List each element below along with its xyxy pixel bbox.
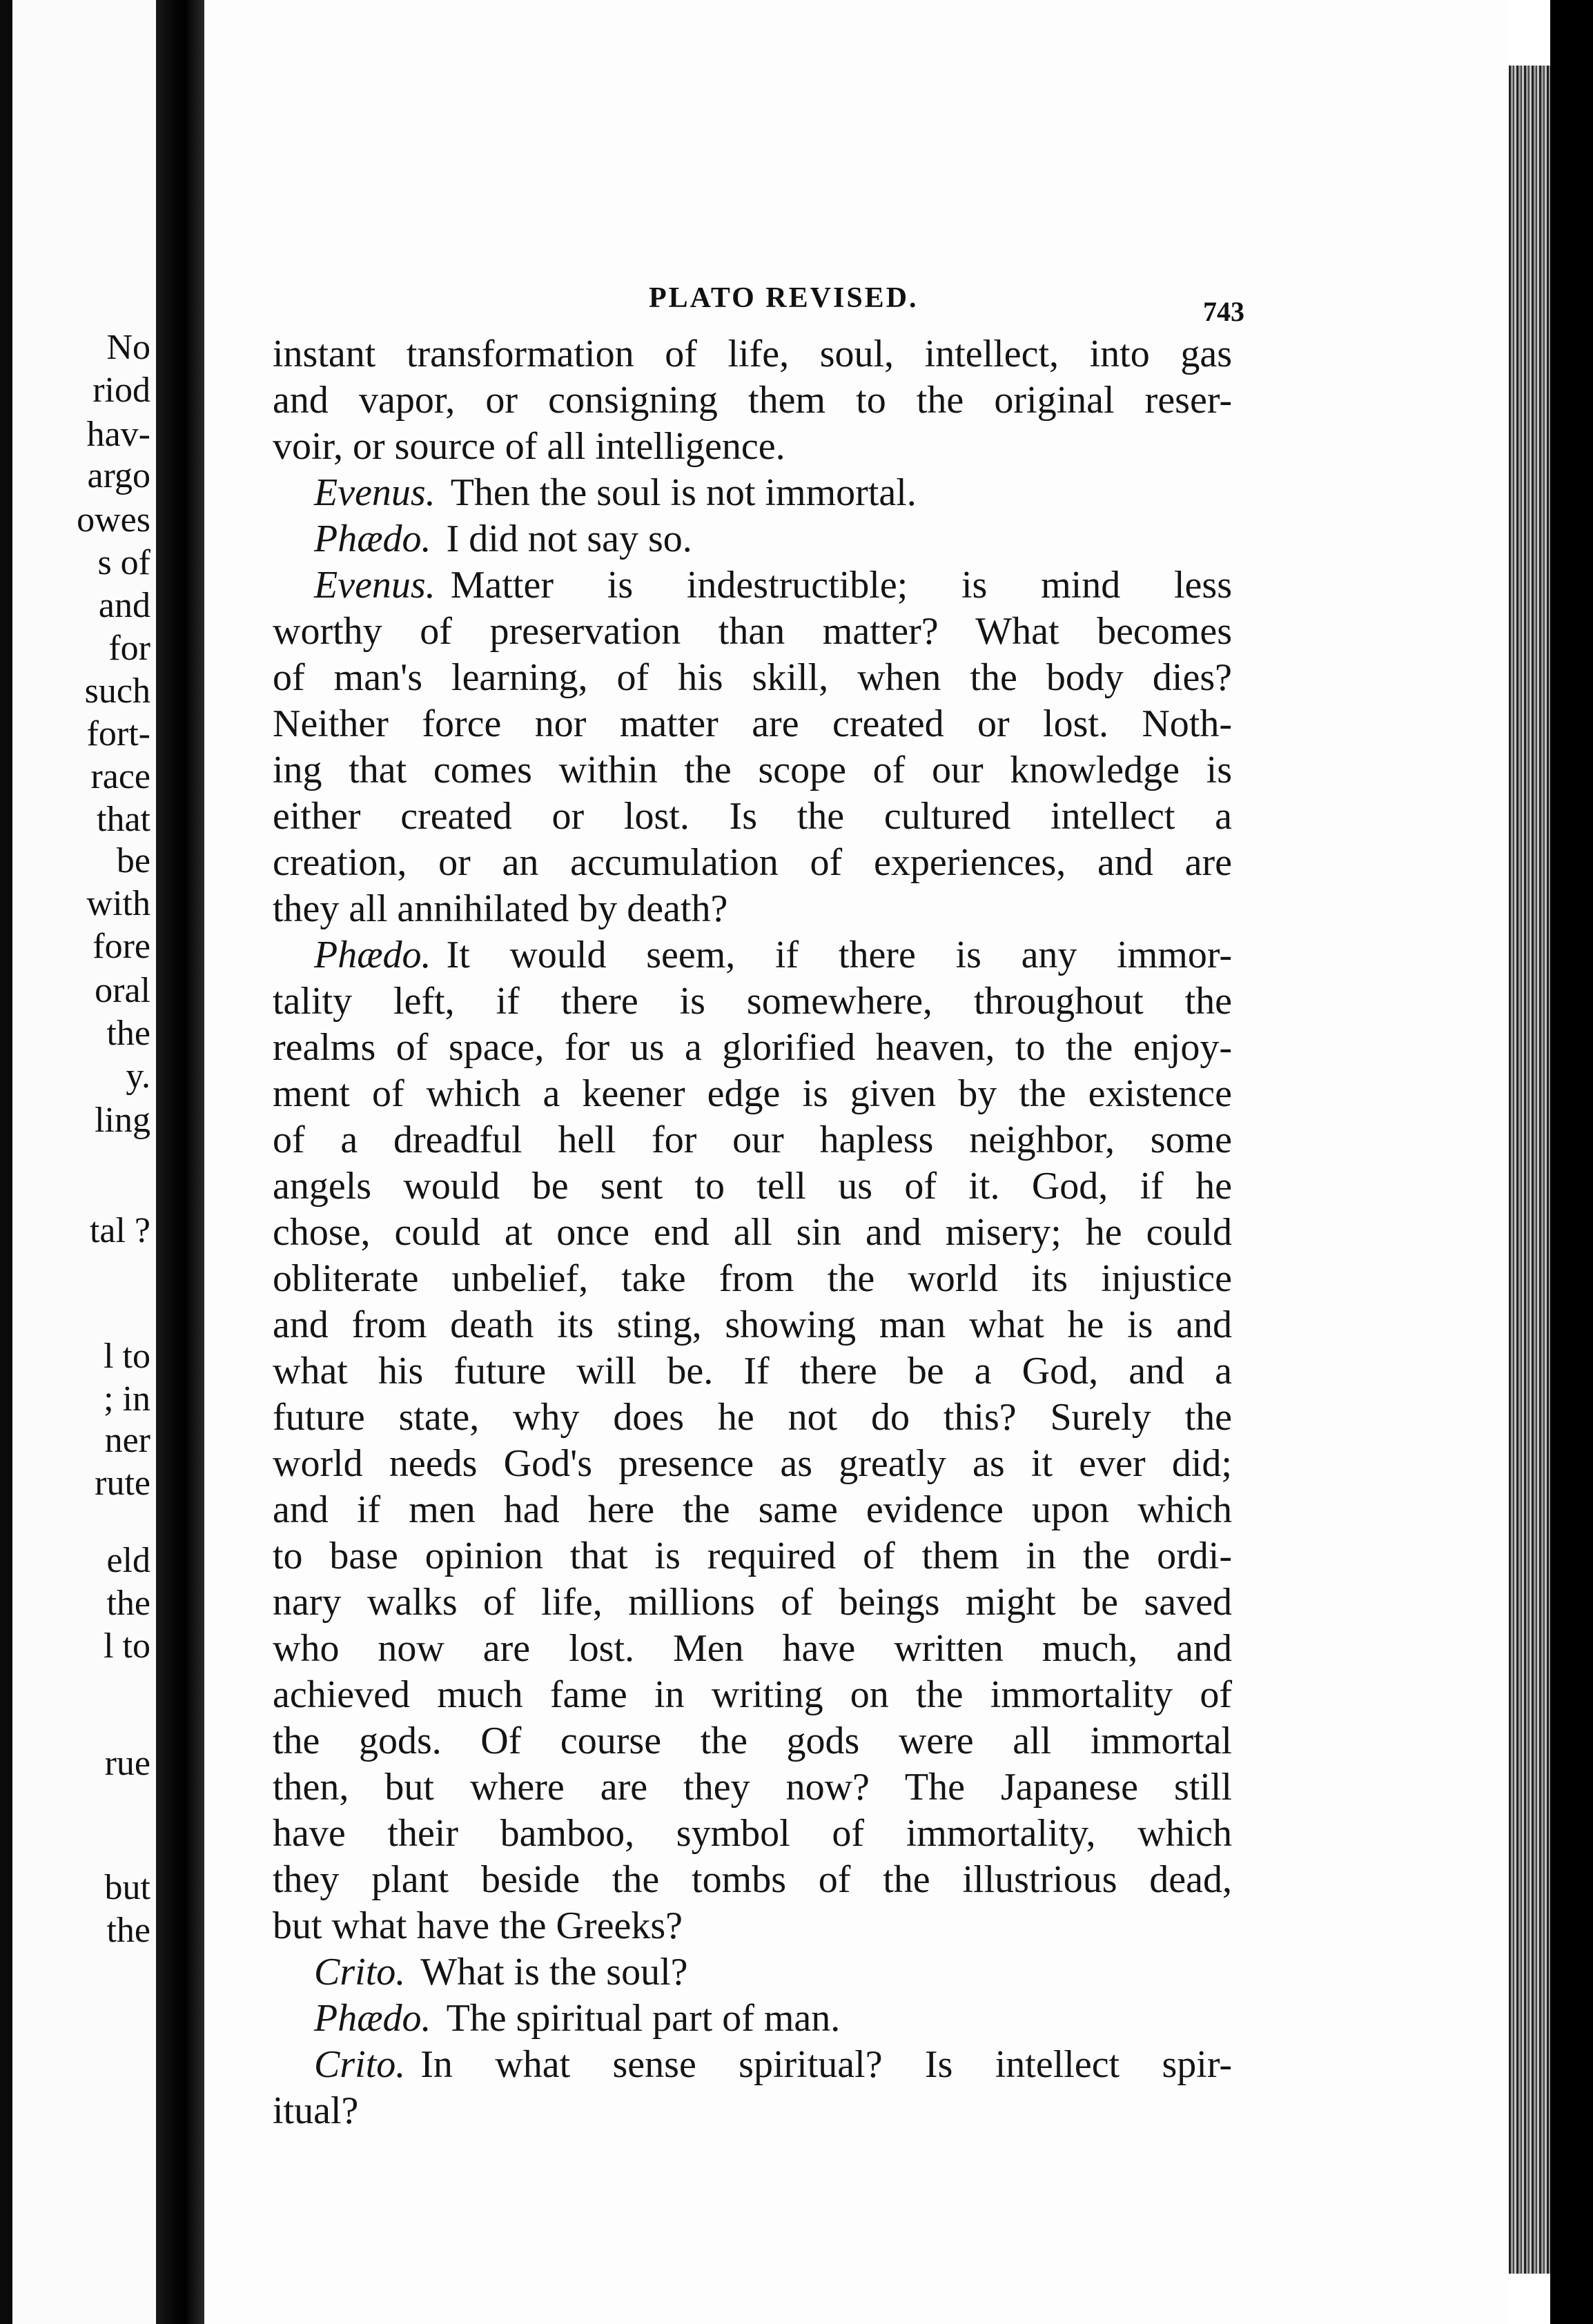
line-text: Matter is indestructible; is mind less bbox=[450, 564, 1232, 607]
left-page-fragment: that bbox=[97, 800, 150, 839]
speaker-name: Phædo. bbox=[314, 934, 431, 976]
line-text: and vapor, or consigning them to the original reser- bbox=[273, 379, 1232, 422]
left-facing-page bbox=[12, 0, 156, 2324]
text-line bbox=[273, 1533, 1232, 1579]
line-text: angels would be sent to tell us of it. God, if he bbox=[273, 1165, 1232, 1208]
left-page-fragment: the bbox=[106, 1584, 150, 1623]
line-text: It would seem, if there is any immor- bbox=[446, 934, 1232, 976]
text-line bbox=[273, 1857, 1232, 1903]
text-line bbox=[273, 1949, 1232, 1996]
text-line bbox=[273, 886, 1232, 932]
text-line bbox=[273, 1626, 1232, 1672]
text-line bbox=[273, 794, 1232, 840]
line-text: but what have the Greeks? bbox=[273, 1904, 683, 1947]
left-page-fragment: the bbox=[106, 1911, 150, 1950]
left-page-fragment: s of bbox=[97, 543, 150, 582]
line-text: creation, or an accumulation of experiences, and are bbox=[273, 841, 1232, 884]
scan-right-border bbox=[1550, 0, 1593, 2324]
line-text: who now are lost. Men have written much, and bbox=[273, 1627, 1232, 1670]
text-line bbox=[273, 1579, 1232, 1626]
line-text: of man's learning, of his skill, when the body dies? bbox=[273, 656, 1232, 699]
text-line bbox=[273, 701, 1232, 747]
left-page-fragment: l to bbox=[104, 1337, 150, 1376]
book-spine bbox=[156, 0, 204, 2324]
line-text: they all annihilated by death? bbox=[273, 887, 728, 930]
speaker-name: Crito. bbox=[314, 2043, 406, 2086]
line-text: either created or lost. Is the cultured intellect a bbox=[273, 795, 1232, 838]
line-text: chose, could at once end all sin and misery; he could bbox=[273, 1211, 1232, 1254]
text-line bbox=[273, 331, 1232, 377]
speaker-name: Crito. bbox=[314, 1951, 406, 1993]
text-line bbox=[273, 1348, 1232, 1395]
line-text: they plant beside the tombs of the illustrious dead, bbox=[273, 1858, 1232, 1901]
text-line bbox=[273, 655, 1232, 701]
text-line bbox=[273, 1672, 1232, 1718]
line-text: Neither force nor matter are created or lost. Noth- bbox=[273, 702, 1232, 745]
text-line bbox=[273, 1163, 1232, 1210]
line-text: have their bamboo, symbol of immortality, which bbox=[273, 1812, 1232, 1855]
line-text: of a dreadful hell for our hapless neighbor, some bbox=[273, 1119, 1232, 1161]
text-line bbox=[273, 1487, 1232, 1533]
text-line bbox=[273, 1071, 1232, 1117]
text-line bbox=[273, 1256, 1232, 1302]
text-line bbox=[273, 1395, 1232, 1441]
left-page-fragment: but bbox=[104, 1868, 150, 1907]
line-text: nary walks of life, millions of beings might be saved bbox=[273, 1581, 1232, 1624]
line-text: In what sense spiritual? Is intellect spir- bbox=[420, 2043, 1232, 2086]
left-page-fragment: tal ? bbox=[89, 1211, 150, 1250]
text-line bbox=[273, 932, 1232, 978]
text-line bbox=[273, 1025, 1232, 1071]
text-line bbox=[273, 1117, 1232, 1163]
left-page-fragment: owes bbox=[77, 500, 150, 540]
text-line bbox=[273, 1764, 1232, 1811]
line-text: and if men had here the same evidence upon which bbox=[273, 1488, 1232, 1531]
left-page-fragment: ling bbox=[95, 1101, 150, 1140]
left-page-fragment: the bbox=[106, 1014, 150, 1053]
text-line bbox=[273, 1210, 1232, 1256]
line-text: what his future will be. If there be a God, and a bbox=[273, 1350, 1232, 1392]
line-text: future state, why does he not do this? Surely the bbox=[273, 1396, 1232, 1439]
speaker-name: Evenus. bbox=[314, 471, 436, 514]
text-line bbox=[273, 978, 1232, 1025]
line-text: ing that comes within the scope of our knowledge is bbox=[273, 749, 1232, 791]
line-text: Then the soul is not immortal. bbox=[450, 471, 917, 514]
left-page-fragment: l to bbox=[104, 1626, 150, 1666]
left-page-fragment: riod bbox=[92, 371, 150, 410]
text-line bbox=[273, 377, 1232, 424]
text-line bbox=[273, 424, 1232, 470]
left-page-fragment: y. bbox=[126, 1056, 150, 1096]
scan-left-border bbox=[0, 0, 12, 2324]
text-line bbox=[273, 1718, 1232, 1764]
line-text: The spiritual part of man. bbox=[446, 1997, 841, 2040]
line-text: ment of which a keener edge is given by the existence bbox=[273, 1072, 1232, 1115]
left-page-fragment: fore bbox=[92, 927, 150, 966]
left-page-fragment: eld bbox=[106, 1541, 150, 1580]
line-text: What is the soul? bbox=[420, 1951, 688, 1993]
text-line bbox=[273, 609, 1232, 655]
left-page-fragment: rute bbox=[95, 1464, 150, 1503]
left-page-fragment: rue bbox=[104, 1744, 150, 1783]
line-text: then, but where are they now? The Japanese still bbox=[273, 1766, 1232, 1809]
speaker-name: Phædo. bbox=[314, 1997, 431, 2040]
left-page-fragment: oral bbox=[95, 971, 150, 1010]
line-text: and from death its sting, showing man what he is and bbox=[273, 1303, 1232, 1346]
speaker-name: Evenus. bbox=[314, 564, 436, 607]
line-text: achieved much fame in writing on the immortality of bbox=[273, 1673, 1232, 1716]
body-text bbox=[273, 331, 1232, 2134]
left-page-fragment: argo bbox=[87, 456, 150, 495]
page-number: 743 bbox=[1203, 296, 1244, 327]
text-line bbox=[273, 1441, 1232, 1487]
left-page-fragment: with bbox=[86, 884, 150, 923]
line-text: voir, or source of all intelligence. bbox=[273, 425, 785, 468]
left-page-fragment: race bbox=[90, 757, 150, 796]
left-page-fragment: fort- bbox=[86, 714, 150, 754]
left-page-fragment: and bbox=[98, 586, 150, 625]
text-line bbox=[273, 1996, 1232, 2042]
line-text: worthy of preservation than matter? What becomes bbox=[273, 610, 1232, 653]
text-line bbox=[273, 470, 1232, 516]
text-line bbox=[273, 1302, 1232, 1348]
line-text: to base opinion that is required of them in the ordi- bbox=[273, 1535, 1232, 1577]
speaker-name: Phædo. bbox=[314, 518, 431, 560]
line-text: world needs God's presence as greatly as it ever did; bbox=[273, 1442, 1232, 1485]
text-line bbox=[273, 2042, 1232, 2088]
text-line bbox=[273, 516, 1232, 562]
left-page-fragment: for bbox=[108, 629, 150, 668]
left-page-fragment: such bbox=[84, 671, 150, 711]
line-text: instant transformation of life, soul, intellect, into gas bbox=[273, 333, 1232, 375]
left-page-fragment: be bbox=[116, 841, 150, 880]
text-line bbox=[273, 747, 1232, 794]
line-text: realms of space, for us a glorified heaven, to the enjoy- bbox=[273, 1026, 1232, 1069]
page-edge-stack bbox=[1509, 66, 1550, 2274]
running-title: PLATO REVISED. bbox=[649, 282, 919, 314]
line-text: the gods. Of course the gods were all immortal bbox=[273, 1720, 1232, 1762]
left-page-fragment: hav- bbox=[86, 415, 150, 454]
line-text: obliterate unbelief, take from the world its injustice bbox=[273, 1257, 1232, 1300]
line-text: tality left, if there is somewhere, throughout the bbox=[273, 980, 1232, 1023]
text-line bbox=[273, 1811, 1232, 1857]
left-page-fragment: No bbox=[106, 328, 150, 367]
text-line bbox=[273, 1903, 1232, 1949]
text-line bbox=[273, 840, 1232, 886]
text-line bbox=[273, 562, 1232, 609]
line-text: itual? bbox=[273, 2089, 359, 2132]
text-line bbox=[273, 2088, 1232, 2134]
line-text: I did not say so. bbox=[446, 518, 692, 560]
left-page-fragment: ner bbox=[104, 1421, 150, 1460]
left-page-fragment: ; in bbox=[104, 1379, 150, 1419]
